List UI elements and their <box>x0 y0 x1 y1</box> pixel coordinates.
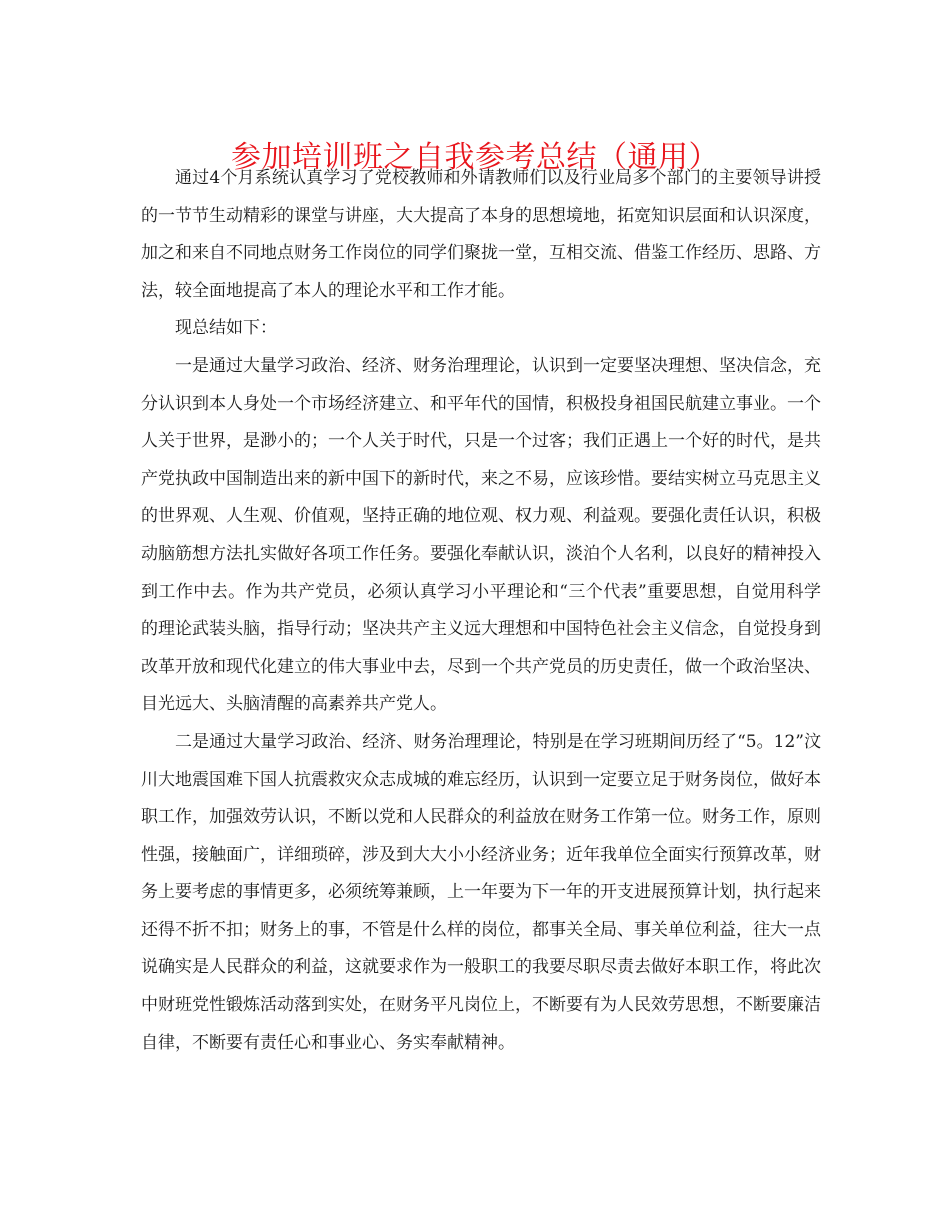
paragraph-point-two: 二是通过大量学习政治、经济、财务治理理论，特别是在学习班期间历经了“5。12”汶川大地震国难下国人抗震救灾众志成城的难忘经历，认识到一定要立足于财务岗位，做好本职工作，加强效劳认识，不断以党和人民群众的利益放在财务工作第一位。财务工作，原则性强，接触面广，详细琐碎，涉及到大大小小经济业务；近年我单位全面实行预算改革，财务上要考虑的事情更多，必须统筹兼顾，上一年要为下一年的开支进展预算计划，执行起来还得不折不扣；财务上的事，不管是什么样的岗位，都事关全局、事关单位利益，往大一点说确实是人民群众的利益，这就要求作为一般职工的我要尽职尽责去做好本职工作，将此次中财班党性锻炼活动落到实处，在财务平凡岗位上，不断要有为人民效劳思想，不断要廉洁自律，不断要有责任心和事业心、务实奉献精神。 <box>141 731 821 1053</box>
paragraph-intro: 通过4个月系统认真学习了党校教师和外请教师们以及行业局多个部门的主要领导讲授的一节节生动精彩的课堂与讲座，大大提高了本身的思想境地，拓宽知识层面和认识深度，加之和来自不同地点财务工作岗位的同学们聚拢一堂，互相交流、借鉴工作经历、思路、方法，较全面地提高了本人的理论水平和工作才能。 <box>141 168 821 301</box>
paragraph-point-one: 一是通过大量学习政治、经济、财务治理理论，认识到一定要坚决理想、坚决信念，充分认识到本人身处一个市场经济建立、和平年代的国情，积极投身祖国民航建立事业。一个人关于世界，是渺小的；一个人关于时代，只是一个过客；我们正遇上一个好的时代，是共产党执政中国制造出来的新中国下的新时代，来之不易，应该珍惜。要结实树立马克思主义的世界观、人生观、价值观，坚持正确的地位观、权力观、利益观。要强化责任认识，积极动脑筋想方法扎实做好各项工作任务。要强化奉献认识，淡泊个人名利，以良好的精神投入到工作中去。作为共产党员，必须认真学习小平理论和“三个代表”重要思想，自觉用科学的理论武装头脑，指导行动；坚决共产主义远大理想和中国特色社会主义信念，自觉投身到改革开放和现代化建立的伟大事业中去，尽到一个共产党员的历史责任，做一个政治坚决、目光远大、头脑清醒的高素养共产党人。 <box>141 355 821 715</box>
document-body <box>141 160 821 1062</box>
document-title: 参加培训班之自我参考总结（通用） <box>231 140 719 176</box>
paragraph-summary-lead: 现总结如下： <box>175 318 277 339</box>
